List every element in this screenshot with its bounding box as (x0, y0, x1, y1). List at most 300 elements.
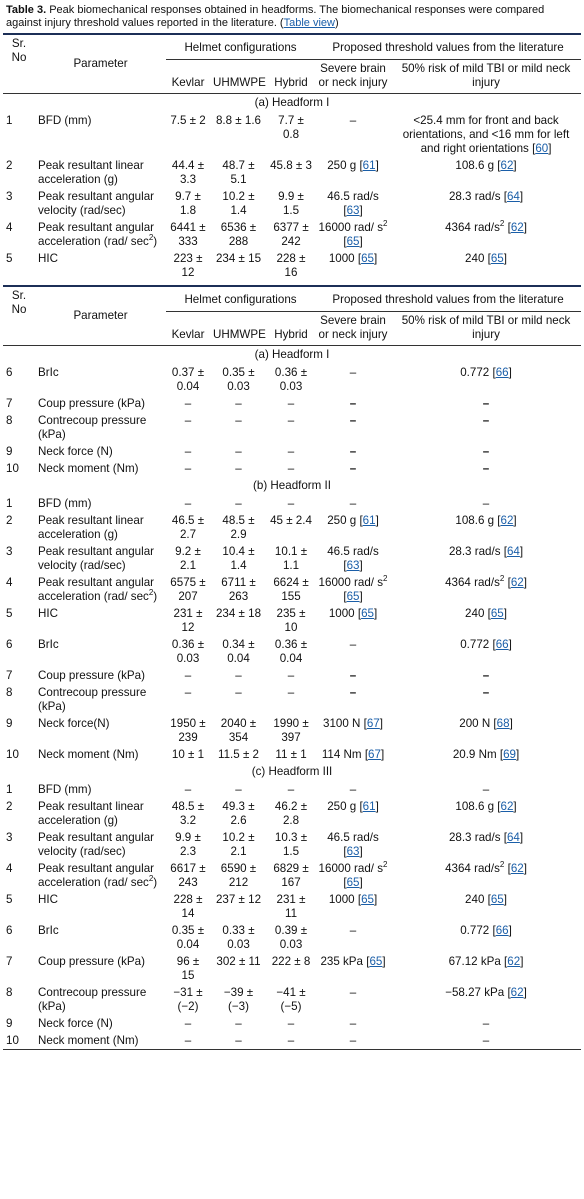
cell-uhmwpe: −39 ± (−3) (223, 986, 254, 1013)
cell-severe: – (349, 462, 357, 475)
cell-severe: 46.5 rad/s [63] (327, 190, 379, 217)
table-row (3, 746, 581, 763)
cell-kevlar: 9.7 ± 1.8 (175, 190, 201, 217)
reference-link[interactable]: 62 (500, 514, 514, 527)
cell-uhmwpe: – (235, 462, 242, 475)
cell-srno: 6 (6, 638, 13, 651)
cell-parameter: Neck moment (Nm) (38, 748, 139, 761)
cell-kevlar: – (184, 462, 192, 475)
cell-parameter: BFD (mm) (38, 114, 92, 127)
reference-link[interactable]: 69 (503, 748, 516, 761)
table-row (3, 953, 581, 984)
header-srno: Sr. No (3, 34, 35, 94)
cell-hybrid: – (287, 397, 295, 410)
cell-hybrid: – (287, 462, 295, 475)
cell-hybrid: 9.9 ± 1.5 (278, 190, 304, 217)
reference-link[interactable]: 62 (510, 576, 524, 589)
reference-link[interactable]: 65 (346, 235, 360, 248)
reference-link[interactable]: 62 (510, 862, 524, 875)
table-row (3, 1015, 581, 1032)
header-kevlar: Kevlar (166, 312, 210, 346)
cell-parameter: HIC (38, 893, 58, 906)
cell-srno: 5 (6, 893, 13, 906)
cell-kevlar: – (166, 1032, 210, 1050)
cell-uhmwpe: – (235, 783, 242, 796)
cell-hybrid: 0.36 ± 0.03 (274, 366, 308, 393)
cell-kevlar: 6575 ± 207 (170, 576, 206, 603)
cell-hybrid: 6624 ± 155 (273, 576, 309, 603)
cell-kevlar: 0.37 ± 0.04 (171, 366, 205, 393)
reference-link[interactable]: 62 (510, 221, 524, 234)
cell-uhmwpe: – (235, 686, 242, 699)
section-title: (c) Headform III (251, 765, 333, 778)
reference-link[interactable]: 61 (362, 159, 376, 172)
cell-hybrid: – (287, 497, 295, 510)
cell-srno: 10 (6, 748, 19, 761)
table-row (3, 781, 581, 798)
cell-hybrid: 6829 ± 167 (273, 862, 309, 889)
cell-mild: 108.6 g [62] (455, 800, 517, 813)
cell-srno: 9 (6, 445, 13, 458)
cell-hybrid: – (287, 445, 295, 458)
cell-kevlar: 48.5 ± 3.2 (171, 800, 205, 827)
reference-link[interactable]: 62 (510, 986, 524, 999)
cell-hybrid: 45 ± 2.4 (270, 514, 312, 527)
table-row (3, 512, 581, 543)
table-row (3, 636, 581, 667)
cell-uhmwpe: 48.7 ± 5.1 (222, 159, 255, 186)
table-row (3, 219, 581, 250)
table-row (3, 798, 581, 829)
cell-srno: 10 (6, 462, 19, 475)
cell-uhmwpe: 6536 ± 288 (220, 221, 257, 248)
cell-severe: – (349, 397, 357, 410)
cell-severe: 1000 [65] (328, 893, 378, 906)
cell-uhmwpe: 302 ± 11 (216, 955, 261, 968)
header-helmet-configurations: Helmet configurations (166, 286, 315, 312)
cell-parameter: Contrecoup pressure (kPa) (38, 686, 147, 713)
cell-kevlar: 10 ± 1 (171, 748, 205, 761)
cell-mild: 108.6 g [62] (455, 514, 517, 527)
cell-severe: 250 g [61] (327, 514, 379, 527)
cell-parameter: Contrecoup pressure (kPa) (38, 986, 147, 1013)
header-mild: 50% risk of mild TBI or mild neck injury (391, 60, 581, 94)
cell-srno: 3 (6, 831, 13, 844)
cell-severe: 46.5 rad/s [63] (327, 831, 379, 858)
reference-link[interactable]: 65 (346, 590, 360, 603)
header-threshold-values: Proposed threshold values from the literature (315, 286, 581, 312)
reference-link[interactable]: 65 (361, 893, 374, 906)
cell-uhmwpe: 234 ± 15 (215, 252, 262, 265)
cell-uhmwpe: 237 ± 12 (215, 893, 262, 906)
table-row (3, 829, 581, 860)
cell-kevlar: 0.35 ± 0.04 (171, 924, 205, 951)
table-row (3, 250, 581, 281)
cell-hybrid: 11 ± 1 (275, 748, 307, 761)
reference-link[interactable]: 62 (500, 159, 514, 172)
caption-label: Table 3. (6, 4, 47, 16)
header-severe: Severe brain or neck injury (315, 312, 391, 346)
cell-severe: – (315, 1032, 391, 1050)
section-title: (a) Headform I (254, 348, 330, 361)
cell-srno: 9 (6, 717, 13, 730)
cell-srno: 5 (6, 252, 13, 265)
cell-kevlar: 6441 ± 333 (170, 221, 206, 248)
header-srno: Sr. No (3, 286, 35, 346)
cell-mild: 200 N [68] (459, 717, 513, 730)
cell-hybrid: 1990 ± 397 (273, 717, 309, 744)
cell-kevlar: – (184, 497, 192, 510)
cell-kevlar: 9.9 ± 2.3 (175, 831, 201, 858)
cell-uhmwpe: 2040 ± 354 (220, 717, 257, 744)
cell-parameter: Peak resultant angular acceleration (rad/ $\sec^2$) (38, 221, 158, 248)
cell-mild: – (482, 445, 490, 458)
header-parameter: Parameter (35, 34, 166, 94)
cell-kevlar: – (184, 397, 192, 410)
cell-parameter: Coup pressure (kPa) (38, 669, 145, 682)
header-severe: Severe brain or neck injury (315, 60, 391, 94)
reference-link[interactable]: 67 (368, 748, 381, 761)
cell-uhmwpe: 234 ± 18 (215, 607, 262, 620)
cell-srno: 8 (6, 414, 13, 427)
cell-mild: 240 [65] (465, 607, 507, 620)
cell-kevlar: – (184, 1017, 192, 1030)
header-threshold-values: Proposed threshold values from the literature (315, 34, 581, 60)
cell-hybrid: 222 ± 8 (271, 955, 311, 968)
reference-link[interactable]: 60 (535, 142, 549, 155)
cell-kevlar: 6617 ± 243 (170, 862, 206, 889)
table-row (3, 188, 581, 219)
reference-link[interactable]: 63 (346, 204, 360, 217)
cell-uhmwpe: 48.5 ± 2.9 (222, 514, 255, 541)
cell-srno: 7 (6, 397, 13, 410)
cell-parameter: Neck moment (Nm) (35, 1032, 166, 1050)
table-row (3, 574, 581, 605)
table-row (3, 984, 581, 1015)
table-part-2 (3, 285, 581, 1050)
cell-mild: <25.4 mm for front and back orientations, and <16 mm for left and right orientations [60] (402, 114, 570, 155)
table-row (3, 543, 581, 574)
cell-srno: 4 (6, 576, 13, 589)
cell-mild: – (482, 783, 490, 796)
reference-link[interactable]: 66 (495, 638, 509, 651)
cell-mild: – (482, 462, 490, 475)
table-row (3, 860, 581, 891)
cell-uhmwpe: – (235, 397, 242, 410)
cell-parameter: Peak resultant angular acceleration (rad/ $\sec^2$) (38, 862, 158, 889)
cell-kevlar: 231 ± 12 (173, 607, 203, 634)
cell-parameter: Coup pressure (kPa) (38, 955, 145, 968)
cell-severe: – (349, 924, 357, 937)
cell-uhmwpe: – (235, 1017, 242, 1030)
cell-severe: – (349, 445, 357, 458)
cell-srno: 4 (6, 221, 13, 234)
cell-mild: 4364 rad/$s^2$ [62] (445, 860, 527, 875)
reference-link[interactable]: 62 (507, 955, 521, 968)
cell-hybrid: – (287, 1017, 295, 1030)
reference-link[interactable]: 68 (496, 717, 510, 730)
cell-uhmwpe: 10.2 ± 1.4 (222, 190, 255, 217)
reference-link[interactable]: 65 (490, 893, 504, 906)
cell-severe: – (349, 638, 357, 651)
table-row (3, 412, 581, 443)
cell-uhmwpe: – (235, 414, 242, 427)
table-row (3, 460, 581, 477)
cell-srno: 2 (6, 159, 13, 172)
cell-severe: – (349, 114, 357, 127)
header-parameter: Parameter (35, 286, 166, 346)
cell-parameter: BFD (mm) (38, 783, 92, 796)
header-kevlar: Kevlar (166, 60, 210, 94)
cell-parameter: Peak resultant linear acceleration (g) (38, 159, 144, 186)
cell-hybrid: 6377 ± 242 (273, 221, 309, 248)
header-mild: 50% risk of mild TBI or mild neck injury (391, 312, 581, 346)
cell-hybrid: 228 ± 16 (276, 252, 306, 279)
cell-mild: – (482, 1017, 490, 1030)
cell-kevlar: – (184, 669, 192, 682)
table-row (3, 395, 581, 412)
reference-link[interactable]: 65 (361, 252, 374, 265)
cell-srno: 1 (6, 497, 13, 510)
cell-uhmwpe: 8.8 ± 1.6 (215, 114, 262, 127)
cell-uhmwpe: – (235, 445, 242, 458)
cell-mild: 0.772 [66] (460, 638, 512, 651)
header-helmet-configurations: Helmet configurations (166, 34, 315, 60)
reference-link[interactable]: 65 (346, 876, 360, 889)
cell-mild: 0.772 [66] (460, 366, 512, 379)
cell-uhmwpe: 11.5 ± 2 (218, 748, 259, 761)
cell-parameter: Neck force (N) (38, 445, 113, 458)
cell-kevlar: 223 ± 12 (173, 252, 203, 279)
cell-mild: −58.27 kPa [62] (445, 986, 527, 999)
cell-hybrid: – (287, 783, 295, 796)
table-row (3, 715, 581, 746)
table-row (3, 364, 581, 395)
cell-mild: 20.9 Nm [69] (452, 748, 520, 761)
reference-link[interactable]: 64 (506, 831, 520, 844)
table-row (3, 922, 581, 953)
cell-hybrid: 10.1 ± 1.1 (274, 545, 308, 572)
cell-parameter: Peak resultant angular acceleration (rad/ $\sec^2$) (38, 576, 158, 603)
table-row (3, 157, 581, 188)
reference-link[interactable]: 67 (366, 717, 380, 730)
cell-hybrid: 7.7 ± 0.8 (278, 114, 304, 141)
cell-hybrid: 0.39 ± 0.03 (274, 924, 308, 951)
cell-kevlar: – (184, 686, 192, 699)
cell-srno: 3 (6, 545, 13, 558)
cell-severe: – (349, 986, 357, 999)
cell-kevlar: – (184, 414, 192, 427)
cell-srno: 2 (6, 800, 13, 813)
cell-srno: 6 (6, 924, 13, 937)
table-row (3, 443, 581, 460)
cell-severe: – (349, 669, 357, 682)
cell-uhmwpe: 10.4 ± 1.4 (222, 545, 255, 572)
cell-srno: 4 (6, 862, 13, 875)
cell-parameter: Peak resultant linear acceleration (g) (38, 514, 144, 541)
cell-severe: – (349, 1017, 357, 1030)
reference-link[interactable]: 66 (495, 366, 509, 379)
cell-uhmwpe: – (210, 1032, 267, 1050)
table-row (3, 112, 581, 157)
reference-link[interactable]: 65 (490, 607, 504, 620)
cell-mild: 0.772 [66] (460, 924, 512, 937)
cell-mild: – (482, 397, 490, 410)
cell-kevlar: 0.36 ± 0.03 (171, 638, 205, 665)
cell-parameter: Neck force (N) (38, 1017, 113, 1030)
cell-hybrid: – (287, 686, 295, 699)
table-row (3, 891, 581, 922)
cell-severe: 46.5 rad/s [63] (327, 545, 379, 572)
cell-parameter: Peak resultant angular velocity (rad/sec) (38, 831, 155, 858)
reference-link[interactable]: 62 (500, 800, 514, 813)
cell-severe: 3100 N [67] (323, 717, 383, 730)
cell-srno: 2 (6, 514, 13, 527)
reference-link[interactable]: 66 (495, 924, 509, 937)
cell-hybrid: 10.3 ± 1.5 (274, 831, 308, 858)
cell-mild: 240 [65] (465, 252, 507, 265)
cell-hybrid: 235 ± 10 (276, 607, 306, 634)
section-title: (b) Headform II (253, 479, 331, 492)
cell-mild: 28.3 rad/s [64] (448, 190, 524, 203)
section-title: (a) Headform I (254, 96, 330, 109)
header-hybrid: Hybrid (267, 60, 315, 94)
cell-mild: 108.6 g [62] (455, 159, 517, 172)
table-view-link[interactable]: Table view (283, 17, 335, 29)
cell-mild: 4364 rad/$s^2$ [62] (445, 219, 527, 234)
cell-parameter: BrIc (38, 638, 59, 651)
cell-parameter: Peak resultant linear acceleration (g) (38, 800, 144, 827)
cell-parameter: Neck moment (Nm) (38, 462, 139, 475)
table-part-1 (3, 33, 581, 281)
cell-parameter: Coup pressure (kPa) (38, 397, 145, 410)
cell-mild: 240 [65] (465, 893, 507, 906)
cell-uhmwpe: 6590 ± 212 (220, 862, 257, 889)
reference-link[interactable]: 63 (346, 559, 360, 572)
cell-srno: 7 (6, 955, 13, 968)
table-row (3, 1032, 581, 1050)
cell-severe: 235 kPa [65] (320, 955, 386, 968)
cell-mild: 67.12 kPa [62] (448, 955, 524, 968)
cell-parameter: BrIc (38, 924, 59, 937)
cell-severe: – (349, 686, 357, 699)
cell-parameter: Neck force(N) (38, 717, 110, 730)
reference-link[interactable]: 65 (369, 955, 383, 968)
cell-hybrid: 45.8 ± 3 (270, 159, 312, 172)
reference-link[interactable]: 65 (490, 252, 504, 265)
cell-kevlar: 1950 ± 239 (170, 717, 206, 744)
cell-severe: 1000 [65] (328, 252, 378, 265)
cell-severe: 16000 rad/ $s^2$ [65] (318, 219, 388, 248)
cell-severe: 16000 rad/ $s^2$ [65] (318, 574, 388, 603)
cell-severe: – (349, 366, 357, 379)
cell-mild: 4364 rad/$s^2$ [62] (445, 574, 527, 589)
cell-hybrid: −41 ± (−5) (276, 986, 306, 1013)
cell-parameter: BFD (mm) (38, 497, 92, 510)
cell-hybrid: 46.2 ± 2.8 (274, 800, 308, 827)
cell-hybrid: 0.36 ± 0.04 (274, 638, 308, 665)
header-uhmwpe: UHMWPE (210, 312, 267, 346)
cell-uhmwpe: – (235, 497, 242, 510)
cell-uhmwpe: 0.34 ± 0.04 (222, 638, 255, 665)
table-row (3, 667, 581, 684)
cell-hybrid: – (267, 1032, 315, 1050)
reference-link[interactable]: 64 (506, 190, 520, 203)
cell-srno: 10 (3, 1032, 35, 1050)
cell-srno: 7 (6, 669, 13, 682)
reference-link[interactable]: 65 (361, 607, 374, 620)
cell-srno: 8 (6, 986, 13, 999)
cell-severe: – (349, 783, 357, 796)
cell-hybrid: – (287, 414, 295, 427)
cell-parameter: Peak resultant angular velocity (rad/sec) (38, 545, 155, 572)
header-uhmwpe: UHMWPE (210, 60, 267, 94)
cell-kevlar: 46.5 ± 2.7 (171, 514, 205, 541)
table-row (3, 684, 581, 715)
cell-severe: – (349, 497, 357, 510)
table-caption: Table 3. Peak biomechanical responses obtained in headforms. The biomechanical responses were compared against injury threshold values reported in the literature. (Table view) (6, 4, 545, 29)
cell-srno: 1 (6, 114, 13, 127)
cell-severe: 1000 [65] (328, 607, 378, 620)
cell-srno: 5 (6, 607, 13, 620)
cell-srno: 8 (6, 686, 13, 699)
cell-srno: 3 (6, 190, 13, 203)
cell-kevlar: – (184, 445, 192, 458)
cell-mild: – (482, 686, 490, 699)
cell-parameter: Contrecoup pressure (kPa) (38, 414, 147, 441)
cell-mild: – (391, 1032, 581, 1050)
cell-kevlar: 9.2 ± 2.1 (175, 545, 201, 572)
cell-parameter: HIC (38, 252, 58, 265)
reference-link[interactable]: 61 (362, 514, 376, 527)
cell-kevlar: −31 ± (−2) (173, 986, 203, 1013)
cell-severe: 250 g [61] (327, 159, 379, 172)
cell-srno: 6 (6, 366, 13, 379)
cell-parameter: Peak resultant angular velocity (rad/sec) (38, 190, 155, 217)
cell-mild: – (482, 669, 490, 682)
cell-hybrid: 231 ± 11 (276, 893, 306, 920)
table-row (3, 605, 581, 636)
caption-text: Peak biomechanical responses obtained in headforms. The biomechanical responses were compared against injury threshold values reported in the literature. ( (6, 4, 545, 29)
cell-kevlar: 7.5 ± 2 (170, 114, 206, 127)
header-hybrid: Hybrid (267, 312, 315, 346)
cell-uhmwpe: 49.3 ± 2.6 (222, 800, 255, 827)
cell-hybrid: – (287, 669, 295, 682)
cell-parameter: BrIc (38, 366, 59, 379)
cell-mild: 28.3 rad/s [64] (448, 545, 524, 558)
cell-severe: 16000 rad/ $s^2$ [65] (318, 860, 388, 889)
cell-uhmwpe: 6711 ± 263 (221, 576, 256, 603)
cell-kevlar: – (184, 783, 192, 796)
cell-mild: 28.3 rad/s [64] (448, 831, 524, 844)
reference-link[interactable]: 63 (346, 845, 360, 858)
cell-mild: – (482, 414, 490, 427)
cell-mild: – (482, 497, 490, 510)
cell-kevlar: 44.4 ± 3.3 (171, 159, 205, 186)
cell-severe: 114 Nm [67] (321, 748, 385, 761)
cell-kevlar: 228 ± 14 (173, 893, 203, 920)
cell-uhmwpe: 0.33 ± 0.03 (222, 924, 255, 951)
cell-parameter: HIC (38, 607, 58, 620)
reference-link[interactable]: 64 (506, 545, 520, 558)
cell-uhmwpe: – (235, 669, 242, 682)
cell-kevlar: 96 ± 15 (176, 955, 200, 982)
cell-uhmwpe: 10.2 ± 2.1 (222, 831, 255, 858)
cell-srno: 9 (6, 1017, 13, 1030)
cell-uhmwpe: 0.35 ± 0.03 (222, 366, 255, 393)
reference-link[interactable]: 61 (362, 800, 376, 813)
cell-severe: 250 g [61] (327, 800, 379, 813)
